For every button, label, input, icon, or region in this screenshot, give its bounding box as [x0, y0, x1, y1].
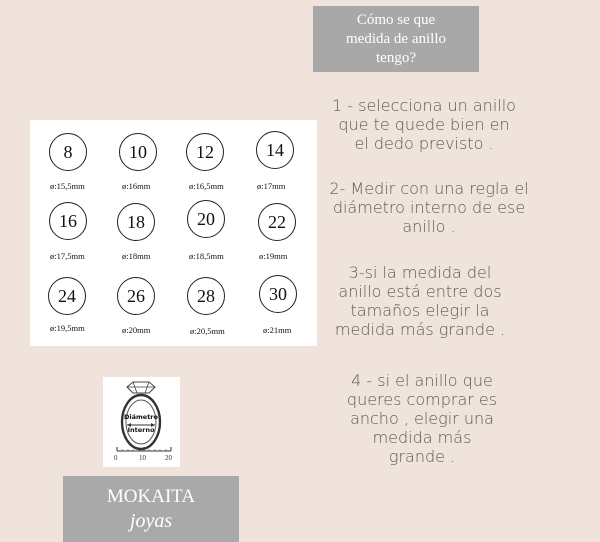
- step-4: 4 - si el anillo que queres comprar es ancho , elegir una medida más grande .: [346, 371, 498, 466]
- ring-diameter: ø:19,5mm: [50, 323, 85, 333]
- brand-name: MOKAITA: [106, 486, 196, 507]
- ring-diameter: ø:16,5mm: [189, 181, 224, 191]
- ring-diameter: ø:20mm: [122, 325, 151, 335]
- step-3: 3-si la medida del anillo está entre dos tamaños elegir la medida más grande .: [334, 263, 506, 339]
- ring-diameter: ø:17mm: [257, 181, 286, 191]
- ring-diameter: ø:20,5mm: [190, 326, 225, 336]
- step-2: 2- Medir con una regla el diámetro interno de ese anillo .: [329, 179, 529, 236]
- step-1: 1 - selecciona un anillo que te quede bien en el dedo previsto .: [332, 96, 516, 153]
- page-title: Cómo se que medida de anillo tengo?: [346, 11, 446, 66]
- ring-circle: 26: [117, 277, 155, 315]
- ring-circle: 28: [187, 277, 225, 315]
- ring-circle: 10: [119, 133, 157, 171]
- ruler-tick-10: 10: [139, 454, 146, 462]
- ring-diameter: ø:15,5mm: [50, 181, 85, 191]
- ring-diameter: ø:17,5mm: [50, 251, 85, 261]
- ring-diameter: ø:21mm: [263, 325, 292, 335]
- ring-circle: 16: [49, 202, 87, 240]
- ruler-tick-0: 0: [114, 454, 118, 462]
- ring-diameter: ø:18mm: [122, 251, 151, 261]
- ruler-tick-20: 20: [165, 454, 172, 462]
- ring-diameter: ø:16mm: [122, 181, 151, 191]
- ring-circle: 12: [186, 133, 224, 171]
- ring-circle: 14: [256, 131, 294, 169]
- title-box: [313, 6, 479, 72]
- ring-size-chart: [30, 120, 317, 346]
- diagram-label-interno: Interno: [127, 426, 155, 434]
- ring-circle: 18: [117, 203, 155, 241]
- brand-box: [63, 476, 239, 542]
- ring-circle: 8: [49, 133, 87, 171]
- ring-diameter: ø:19mm: [259, 251, 288, 261]
- ring-circle: 30: [259, 275, 297, 313]
- ring-circle: 22: [258, 203, 296, 241]
- brand-subtitle: joyas: [129, 510, 173, 532]
- ring-diameter: ø:18,5mm: [189, 251, 224, 261]
- inner-diameter-diagram: [103, 377, 180, 467]
- diagram-label-diametro: Diámetro: [124, 413, 158, 421]
- ring-circle: 24: [48, 277, 86, 315]
- ring-circle: 20: [187, 200, 225, 238]
